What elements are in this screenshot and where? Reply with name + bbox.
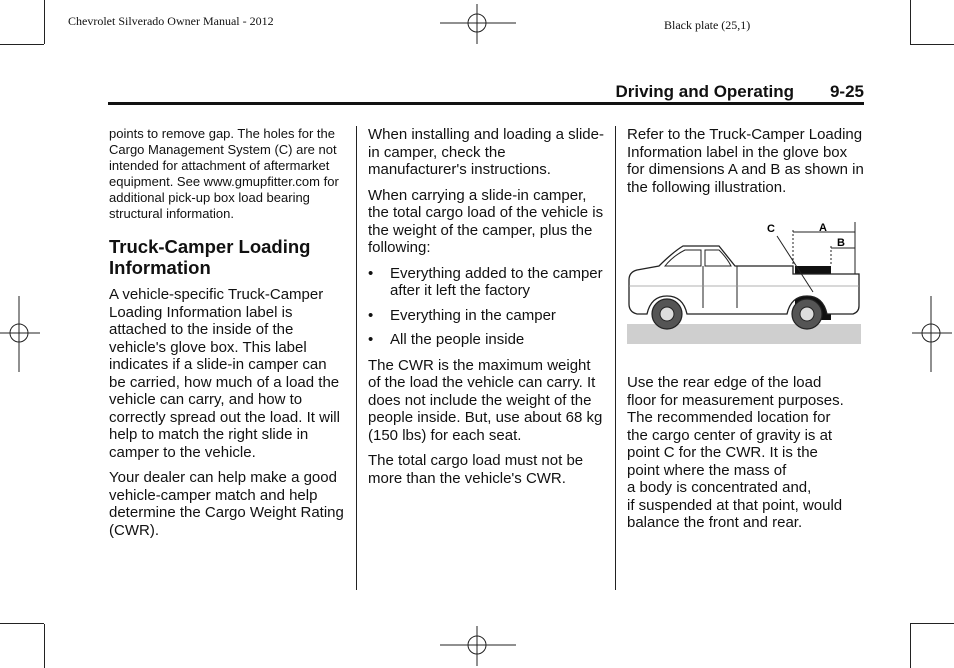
list-item: • Everything added to the camper after it left the factory xyxy=(368,265,606,300)
bullet-list xyxy=(368,265,606,349)
header-rule xyxy=(108,102,864,105)
paragraph: When installing and loading a slide-in camper, check the manufacturer's instructions. xyxy=(368,126,604,178)
truck-diagram xyxy=(627,222,865,356)
paragraph: A vehicle-specific Truck-Camper Loading Information label is attached to the inside of the vehicle's glove box. This label indicates if a slide-in camper can be carried, how much of a load the vehicle can carry, and how to correctly spread out the load. It will help to match the right slide in camper to the vehicle. xyxy=(109,286,340,461)
paragraph: When carrying a slide-in camper, the total cargo load of the vehicle is the weight of the camper, plus the following: xyxy=(368,186,604,256)
registration-mark-left xyxy=(0,296,40,372)
plate-label: Black plate (25,1) xyxy=(664,18,751,32)
registration-mark-top xyxy=(440,4,516,44)
paragraph: The total cargo load must not be more than the vehicle's CWR. xyxy=(368,452,584,487)
column-3 xyxy=(627,126,865,540)
paragraph: The CWR is the maximum weight of the load the vehicle can carry. It does not include the weight of the people inside. But, use about 68 kg (150 lbs) for each seat. xyxy=(368,356,603,444)
registration-mark-right xyxy=(912,296,952,372)
column-2 xyxy=(368,126,606,495)
dimension-label-a: A xyxy=(819,222,827,234)
section-heading: Truck-Camper Loading Information xyxy=(109,236,311,278)
point-label-c: C xyxy=(767,223,775,235)
intro-paragraph: points to remove gap. The holes for the Cargo Management System (C) are not intended for attachment of aftermarket equipment. See www.gmupfitter.com for additional pick-up box load bearing structural information. xyxy=(109,126,339,221)
registration-mark-bottom xyxy=(440,626,516,666)
page-number: 9-25 xyxy=(829,82,864,101)
paragraph: Use the rear edge of the load floor for measurement purposes. The recommended location for the cargo center of gravity is at point C for the CWR. It is the point where the mass of a body is concentrated and, if suspended at that point, would balance the front and rear. xyxy=(627,374,844,531)
truck-camper-illustration xyxy=(627,222,865,356)
column-1 xyxy=(109,126,345,547)
manual-title: Chevrolet Silverado Owner Manual - 2012 xyxy=(68,14,274,28)
list-item: • Everything in the camper xyxy=(368,307,606,325)
list-item: • All the people inside xyxy=(368,331,606,349)
paragraph: Your dealer can help make a good vehicle-camper match and help determine the Cargo Weight Rating (CWR). xyxy=(109,469,344,539)
paragraph: Refer to the Truck-Camper Loading Information label in the glove box for dimensions A and B as shown in the following illustration. xyxy=(627,126,864,196)
column-divider xyxy=(615,126,616,590)
dimension-label-b: B xyxy=(837,237,845,249)
running-header xyxy=(108,80,864,102)
column-divider xyxy=(356,126,357,590)
section-title: Driving and Operating xyxy=(615,82,794,101)
